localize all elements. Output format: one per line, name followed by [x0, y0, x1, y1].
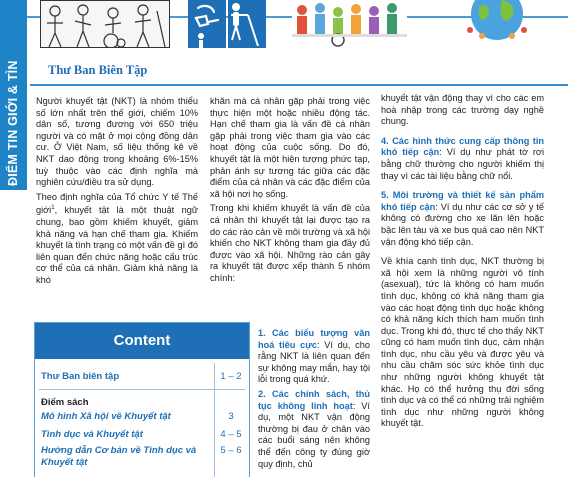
toc-item-basic-guide[interactable]: Hướng dẫn Cơ bản về Tình dục và Khuyết tật	[41, 445, 197, 468]
toc-item-sexuality[interactable]: Tình dục và Khuyết tật	[41, 429, 143, 440]
toc-page: 4 – 5	[220, 429, 242, 440]
article-column-2	[210, 96, 370, 288]
list-item: 4. Các hình thức cung cấp thông tin khó tiếp cận: Ví dụ như phát tờ rơi bằng chữ thường cho người khiếm thị thay vì các tài liệu bằng chữ nổi.	[381, 135, 544, 181]
toc-page: 3	[228, 411, 234, 422]
people-with-disabilities-illustration	[40, 0, 170, 48]
paragraph: Trong khi khiếm khuyết là vấn đề của cá nhân thì khuyết tật lại được tạo ra do các rào cản về môi trường và xã hội khiến cho NKT không tham gia đầy đủ được vào xã hội. Những rào cản gây ra khuyết tật được xếp thành 5 nhóm chính:	[210, 203, 370, 283]
page-title: Thư Ban Biên Tập	[48, 63, 148, 77]
paragraph: khăn mà cá nhân gặp phải trong việc thực hiện một hoặc nhiều động tác. Hạn chế tham gia là vấn đề cá nhân gặp phải trong việc tham gia vào các hoạt động của cuộc sống. Do đó, khuyết tật là một hiện tượng phức tạp, phản ánh sự tương tác giữa các đặc điểm của cá nhân và các đặc điểm của xã hội nơi họ sống.	[210, 96, 370, 199]
toc-heading: Content	[35, 323, 249, 359]
paragraph: Theo định nghĩa của Tổ chức Y tế Thế giới$^1$, khuyết tật là một thuật ngữ chung, bao gồm khiếm khuyết, giảm khả năng và hạn chế tham gia. Khiếm khuyết là tình trạng có một vấn đề gì đó liên quan đến chức năng hoặc cấu trúc cơ thể của cá nhân. Giảm khả năng là khó	[36, 191, 198, 285]
barrier-list	[258, 328, 370, 473]
footnote-marker: 1	[51, 205, 55, 212]
toc-page-range: 1 – 2	[220, 371, 242, 382]
toc-editor-letter[interactable]: Thư Ban biên tập	[41, 371, 120, 382]
paragraph: Về khía cạnh tình dục, NKT thường bị xã hội xem là những người vô tính (asexual), tức là không có ham muốn tình dục, không có khả năng tham gia vào các hoạt động tình dục hoặc không có khả năng kích thích ham muốn tình dục. Trong khi đó, thực tế cho thấy NKT cũng có ham muốn tình dục, cảm nhận tình dục, nhu cầu yêu và được yêu và nhu cầu chăm sóc sức khỏe tình dục như những người không khuyết tật khác. Họ có thể hưởng thụ đời sống tình dục và có thể có những trải nghiệm tình dục như những người không khuyết tật.	[381, 256, 544, 429]
paragraph: khuyết tật vận động thay vì cho các em hoà nhập trong các trường dạy nghề chung.	[381, 93, 544, 127]
blind-person-with-cane-icon	[228, 0, 266, 48]
diverse-people-illustration	[292, 0, 407, 48]
table-of-contents	[34, 322, 250, 477]
list-item: 5. Môi trường và thiết kế sản phẩm khó tiếp cận: Ví dụ như các cơ sở y tế không có đường cho xe lăn lên hoặc bậc lên tàu và xe bus quá cao nên NKT vận động khó tiếp cận.	[381, 190, 544, 247]
paragraph: Người khuyết tật (NKT) là nhóm thiểu số lớn nhất trên thế giới, chiếm 10% dân số, tương đương với 650 triệu người và có mặt ở mọi cộng đồng dân cư. Ở Việt Nam, số liệu thống kê về NKT dao động trong khoảng 6%-15% tuỳ thuộc vào các định nghĩa mà nghiên cứu/điều tra sử dụng.	[36, 96, 198, 188]
title-divider	[30, 84, 568, 86]
list-item: 2. Các chính sách, thủ tục không linh hoạt: Ví dụ, một NKT vận động thường bị đau ở chân vào các buổi sáng nên không thể đến công ty đúng giờ quy định, chủ	[258, 388, 370, 469]
article-column-3	[381, 93, 544, 433]
toc-section-label: Điểm sách	[41, 397, 89, 408]
globe-with-people-illustration	[462, 0, 532, 40]
article-column-1	[36, 96, 198, 290]
side-band-title: ĐIỂM TIN GIỚI & TÌN	[6, 60, 20, 186]
sign-language-icon	[188, 0, 226, 48]
list-item: 1. Các biểu tượng văn hoá tiêu cực: Ví dụ, cho rằng NKT là liên quan đến sự không may mắn, hay tội lỗi trong quá khứ.	[258, 328, 370, 385]
toc-column-divider	[214, 363, 215, 477]
toc-item-social-model[interactable]: Mô hình Xã hội về Khuyết tật	[41, 411, 171, 422]
toc-page: 5 – 6	[220, 445, 242, 456]
